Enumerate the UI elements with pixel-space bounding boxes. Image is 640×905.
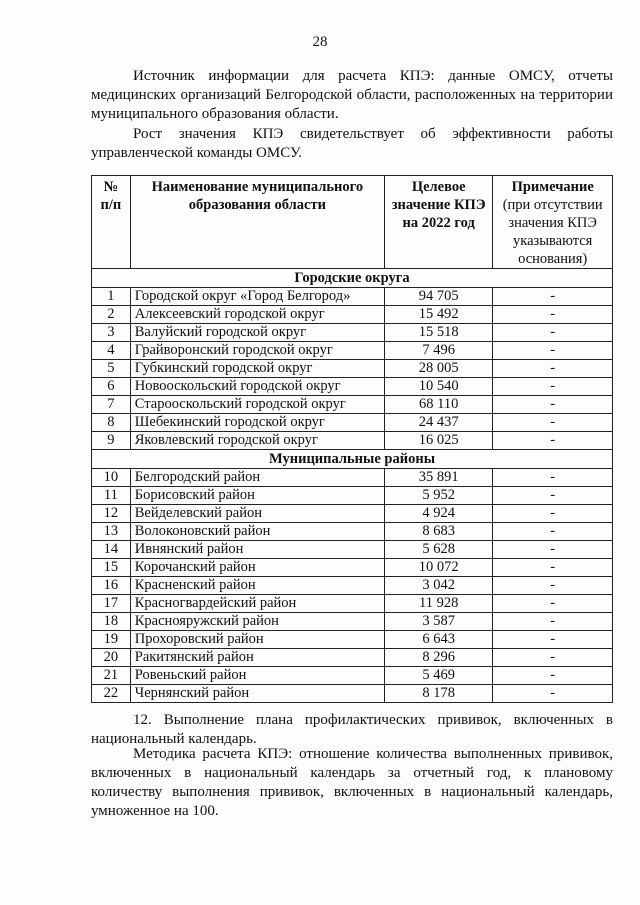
cell-num: 9 bbox=[92, 432, 131, 450]
cell-value: 10 072 bbox=[384, 559, 492, 577]
table-row bbox=[92, 685, 613, 703]
paragraph-text: Рост значения КПЭ свидетельствует об эффективности работы управленческой команды ОМСУ. bbox=[91, 126, 613, 161]
cell-num: 5 bbox=[92, 360, 131, 378]
cell-note: - bbox=[493, 414, 613, 432]
table-row bbox=[92, 559, 613, 577]
paragraph-methodology bbox=[91, 745, 613, 821]
cell-value: 5 952 bbox=[384, 487, 492, 505]
cell-value: 16 025 bbox=[384, 432, 492, 450]
cell-name: Вейделевский район bbox=[130, 505, 384, 523]
table-row bbox=[92, 541, 613, 559]
cell-value: 15 518 bbox=[384, 324, 492, 342]
table-row bbox=[92, 324, 613, 342]
cell-value: 4 924 bbox=[384, 505, 492, 523]
cell-value: 5 628 bbox=[384, 541, 492, 559]
cell-note: - bbox=[493, 577, 613, 595]
table-row bbox=[92, 396, 613, 414]
cell-note: - bbox=[493, 631, 613, 649]
kpe-table bbox=[91, 175, 613, 703]
cell-value: 11 928 bbox=[384, 595, 492, 613]
cell-note: - bbox=[493, 649, 613, 667]
cell-num: 10 bbox=[92, 469, 131, 487]
cell-num: 6 bbox=[92, 378, 131, 396]
cell-note: - bbox=[493, 505, 613, 523]
cell-note: - bbox=[493, 360, 613, 378]
cell-note: - bbox=[493, 487, 613, 505]
cell-num: 16 bbox=[92, 577, 131, 595]
header-note-title: Примечание bbox=[511, 179, 594, 195]
cell-name: Валуйский городской округ bbox=[130, 324, 384, 342]
cell-name: Ракитянский район bbox=[130, 649, 384, 667]
table-row bbox=[92, 649, 613, 667]
cell-note: - bbox=[493, 523, 613, 541]
cell-name: Волоконовский район bbox=[130, 523, 384, 541]
header-note-sub: (при отсутствии значения КПЭ указываются основания) bbox=[502, 197, 603, 267]
cell-num: 13 bbox=[92, 523, 131, 541]
cell-num: 18 bbox=[92, 613, 131, 631]
cell-num: 21 bbox=[92, 667, 131, 685]
cell-value: 28 005 bbox=[384, 360, 492, 378]
table-row bbox=[92, 469, 613, 487]
table-row bbox=[92, 414, 613, 432]
table-row bbox=[92, 288, 613, 306]
table-row bbox=[92, 378, 613, 396]
section-title: Муниципальные районы bbox=[92, 450, 613, 469]
table-row bbox=[92, 523, 613, 541]
cell-name: Борисовский район bbox=[130, 487, 384, 505]
header-note bbox=[493, 176, 613, 269]
cell-value: 3 042 bbox=[384, 577, 492, 595]
cell-note: - bbox=[493, 613, 613, 631]
section-row bbox=[92, 450, 613, 469]
cell-note: - bbox=[493, 378, 613, 396]
cell-num: 20 bbox=[92, 649, 131, 667]
cell-note: - bbox=[493, 288, 613, 306]
table-body bbox=[92, 269, 613, 703]
cell-num: 7 bbox=[92, 396, 131, 414]
cell-name: Ивнянский район bbox=[130, 541, 384, 559]
paragraph-info-source bbox=[91, 67, 613, 124]
cell-value: 10 540 bbox=[384, 378, 492, 396]
table-row bbox=[92, 613, 613, 631]
cell-note: - bbox=[493, 685, 613, 703]
cell-note: - bbox=[493, 595, 613, 613]
cell-name: Красненский район bbox=[130, 577, 384, 595]
header-name: Наименование муниципального образования области bbox=[130, 176, 384, 269]
cell-value: 68 110 bbox=[384, 396, 492, 414]
table-row bbox=[92, 360, 613, 378]
cell-num: 2 bbox=[92, 306, 131, 324]
table-row bbox=[92, 432, 613, 450]
cell-name: Красногвардейский район bbox=[130, 595, 384, 613]
cell-value: 15 492 bbox=[384, 306, 492, 324]
cell-num: 3 bbox=[92, 324, 131, 342]
cell-value: 8 683 bbox=[384, 523, 492, 541]
cell-note: - bbox=[493, 541, 613, 559]
cell-num: 19 bbox=[92, 631, 131, 649]
cell-num: 11 bbox=[92, 487, 131, 505]
section-row bbox=[92, 269, 613, 288]
table-row bbox=[92, 595, 613, 613]
cell-value: 8 178 bbox=[384, 685, 492, 703]
cell-name: Старооскольский городской округ bbox=[130, 396, 384, 414]
cell-value: 7 496 bbox=[384, 342, 492, 360]
page-number: 28 bbox=[312, 34, 328, 50]
cell-note: - bbox=[493, 469, 613, 487]
cell-name: Корочанский район bbox=[130, 559, 384, 577]
cell-value: 5 469 bbox=[384, 667, 492, 685]
cell-name: Новооскольский городской округ bbox=[130, 378, 384, 396]
table-header-row bbox=[92, 176, 613, 269]
cell-note: - bbox=[493, 559, 613, 577]
cell-note: - bbox=[493, 667, 613, 685]
cell-num: 1 bbox=[92, 288, 131, 306]
header-num: № п/п bbox=[92, 176, 131, 269]
table-row bbox=[92, 577, 613, 595]
table-row bbox=[92, 487, 613, 505]
cell-name: Краснояружский район bbox=[130, 613, 384, 631]
section-title: Городские округа bbox=[92, 269, 613, 288]
paragraph-text: Методика расчета КПЭ: отношение количества выполненных прививок, включенных в национальный календарь за отчетный год, к плановому количеству выполнения прививок, включенных в национальный календарь, умноженное на 100. bbox=[91, 746, 613, 819]
paragraph-item-12 bbox=[91, 711, 613, 749]
cell-name: Городской округ «Город Белгород» bbox=[130, 288, 384, 306]
table-row bbox=[92, 505, 613, 523]
cell-name: Грайворонский городской округ bbox=[130, 342, 384, 360]
cell-name: Ровеньский район bbox=[130, 667, 384, 685]
cell-name: Белгородский район bbox=[130, 469, 384, 487]
cell-value: 8 296 bbox=[384, 649, 492, 667]
header-value: Целевое значение КПЭ на 2022 год bbox=[384, 176, 492, 269]
cell-value: 24 437 bbox=[384, 414, 492, 432]
cell-note: - bbox=[493, 396, 613, 414]
cell-name: Алексеевский городской округ bbox=[130, 306, 384, 324]
cell-num: 14 bbox=[92, 541, 131, 559]
table-row bbox=[92, 306, 613, 324]
cell-note: - bbox=[493, 324, 613, 342]
paragraph-text: Источник информации для расчета КПЭ: данные ОМСУ, отчеты медицинских организаций Белгородской области, расположенных на территории муниципального образования области. bbox=[91, 68, 613, 122]
cell-name: Шебекинский городской округ bbox=[130, 414, 384, 432]
cell-name: Губкинский городской округ bbox=[130, 360, 384, 378]
cell-num: 4 bbox=[92, 342, 131, 360]
cell-value: 35 891 bbox=[384, 469, 492, 487]
cell-num: 17 bbox=[92, 595, 131, 613]
table-row bbox=[92, 631, 613, 649]
cell-value: 94 705 bbox=[384, 288, 492, 306]
cell-num: 15 bbox=[92, 559, 131, 577]
cell-note: - bbox=[493, 306, 613, 324]
paragraph-text: 12. Выполнение плана профилактических прививок, включенных в национальный календарь. bbox=[91, 712, 613, 747]
cell-name: Яковлевский городской округ bbox=[130, 432, 384, 450]
table-row bbox=[92, 342, 613, 360]
cell-num: 8 bbox=[92, 414, 131, 432]
cell-note: - bbox=[493, 432, 613, 450]
cell-note: - bbox=[493, 342, 613, 360]
cell-num: 12 bbox=[92, 505, 131, 523]
cell-name: Чернянский район bbox=[130, 685, 384, 703]
table-row bbox=[92, 667, 613, 685]
cell-name: Прохоровский район bbox=[130, 631, 384, 649]
paragraph-growth bbox=[91, 125, 613, 163]
cell-value: 6 643 bbox=[384, 631, 492, 649]
cell-value: 3 587 bbox=[384, 613, 492, 631]
cell-num: 22 bbox=[92, 685, 131, 703]
